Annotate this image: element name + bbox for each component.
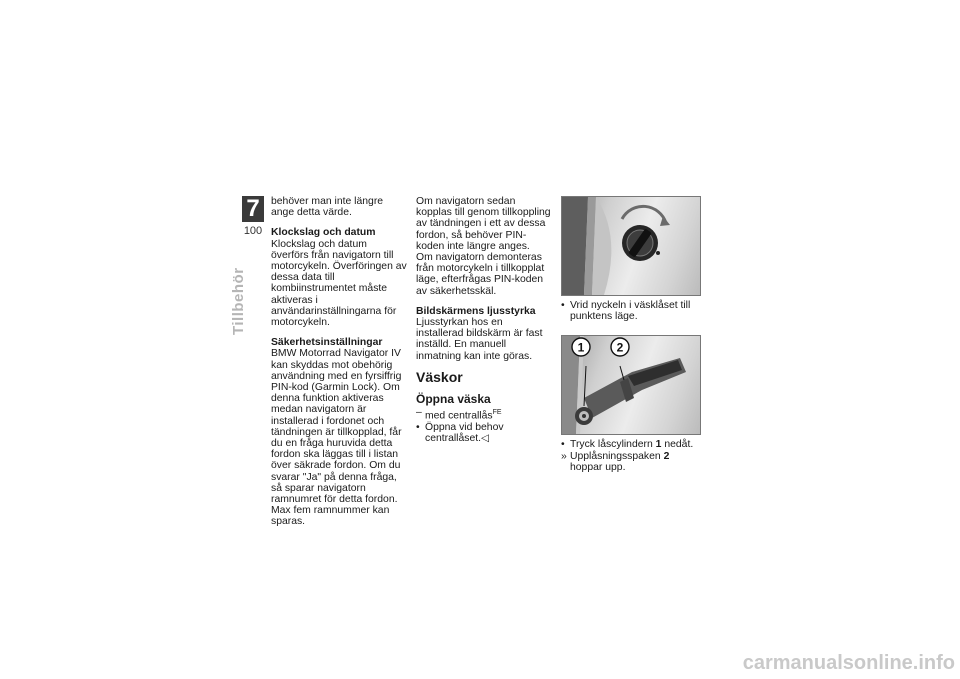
chapter-title: Tillbehör bbox=[230, 267, 247, 335]
list-item-central-lock bbox=[416, 407, 552, 422]
figure-key-lock bbox=[561, 196, 701, 296]
end-of-section-icon: ◁ bbox=[481, 433, 490, 445]
column-3 bbox=[561, 196, 701, 473]
key-lock-illustration bbox=[562, 197, 700, 295]
max-frames-text: Max fem ramnummer kan sparas. bbox=[271, 505, 390, 528]
bullet-marker: • bbox=[561, 439, 565, 451]
turn-key-text: Vrid nyckeln i väsklåset till punktens läge. bbox=[570, 300, 691, 323]
chapter-number: 7 bbox=[242, 196, 264, 222]
result-lever-pops bbox=[561, 451, 701, 473]
step-press-cylinder bbox=[561, 439, 701, 450]
column-1 bbox=[271, 196, 407, 537]
heading-bags: Väskor bbox=[416, 368, 463, 385]
dash-marker: – bbox=[416, 407, 422, 419]
brightness-text: Ljusstyrkan hos en installerad bildskärm är fast inställd. En manuell inmatning kan inte göras. bbox=[416, 317, 543, 362]
step1-text: Tryck låscylindern bbox=[570, 439, 656, 451]
feature-tag: FE bbox=[492, 409, 502, 417]
pin-text-1: Om navigatorn sedan kopplas till genom tillkoppling av tändningen i ett av dessa fordon, så behöver PIN-koden inte längre anges. bbox=[416, 196, 551, 252]
site-watermark: carmanualsonline.info bbox=[742, 652, 955, 674]
open-lock-text: Öppna vid behov centrallåset. bbox=[425, 421, 504, 445]
step1-ref: 1 bbox=[655, 439, 662, 451]
central-lock-text: med centrallås bbox=[425, 410, 493, 422]
result-text-end: hoppar upp. bbox=[570, 461, 626, 473]
figure-lock-cylinder bbox=[561, 335, 701, 435]
bullet-marker: • bbox=[561, 300, 565, 311]
result-text: Upplåsningsspaken bbox=[570, 450, 664, 462]
heading-open-bag: Öppna väska bbox=[416, 392, 491, 407]
step1-text-end: nedåt. bbox=[661, 439, 694, 451]
callout-1-label: 1 bbox=[577, 340, 585, 355]
result-marker: » bbox=[561, 450, 567, 462]
clock-date-text: Klockslag och datum överförs från navigatorn till motorcykeln. Överföringen av dessa data till kombiinstrumentet måste aktiveras i användarinställningarna för motorcykeln. bbox=[271, 238, 407, 329]
intro-text: behöver man inte längre ange detta värde. bbox=[271, 196, 384, 219]
heading-clock-date: Klockslag och datum bbox=[271, 227, 376, 239]
step-turn-key bbox=[561, 300, 701, 322]
pin-text-2: Om navigatorn demonteras från motorcykeln i tillkopplat läge, efterfrågas PIN-koden av säkerhetsskäl. bbox=[416, 252, 545, 297]
bullet-marker: • bbox=[416, 421, 420, 433]
page-number: 100 bbox=[243, 225, 263, 237]
heading-security: Säkerhetsinställningar bbox=[271, 337, 383, 349]
list-item-open-lock bbox=[416, 422, 552, 444]
security-text: BMW Motorrad Navigator IV kan skyddas mot obehörig användning med en fyrsiffrig PIN-kod (Garmin Lock). Om denna funktion aktiveras medan navigatorn är installerad i fordonet och tändningen är tillkopplad, får du en fråga huruvida detta fordon ska läggas till i listan över säkrade fordon. Om du svarar "Ja" på denna fråga, så sparar navigatorn ramnumret för detta fordon. bbox=[271, 348, 402, 506]
column-2 bbox=[416, 196, 552, 444]
heading-brightness: Bildskärmens ljusstyrka bbox=[416, 305, 536, 317]
callout-2-label: 2 bbox=[616, 340, 624, 355]
result-ref: 2 bbox=[663, 450, 670, 462]
